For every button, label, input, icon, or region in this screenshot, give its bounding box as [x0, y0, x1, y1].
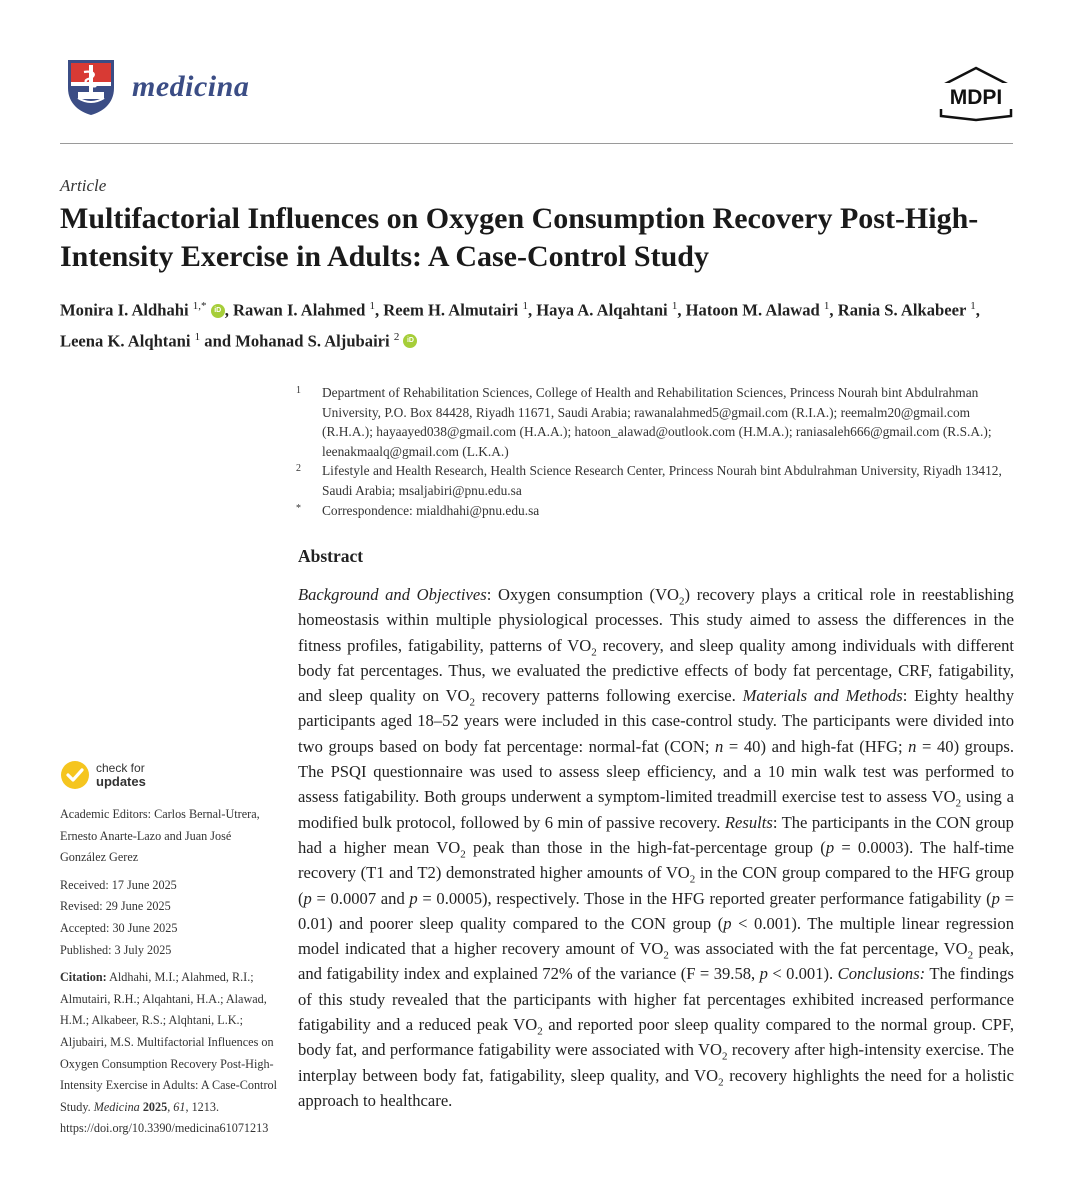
author-name[interactable]: Mohanad S. Aljubairi [235, 331, 390, 351]
author-name[interactable]: Leena K. Alqhtani [60, 331, 191, 351]
mdpi-logo-icon[interactable] [937, 66, 1015, 122]
abstract-italic-segment: p [723, 913, 732, 933]
abstract-subscript: 2 [591, 645, 597, 658]
abstract-subscript: 2 [722, 1050, 728, 1063]
abstract-italic-segment: p [825, 837, 835, 857]
check-updates-icon [60, 760, 90, 790]
abstract-segment: peak, and fatigability index and explained 72% of the variance (F = 39.58, [298, 939, 1014, 984]
sidebar [60, 760, 280, 1140]
abstract-italic-segment: p [759, 964, 768, 984]
abstract-subscript: 2 [967, 949, 974, 962]
author-list [60, 293, 1020, 354]
abstract-subscript: 2 [469, 696, 476, 709]
abstract-segment: < 0.001). The multiple linear regression model indicated that a higher recovery amount of VO [298, 913, 1014, 959]
abstract-text [298, 582, 1014, 1113]
author-separator: and [200, 331, 236, 351]
citation-journal: Medicina [93, 1099, 140, 1114]
citation-text: Aldhahi, M.I.; Alahmed, R.I.; Almutairi, R.H.; Alqahtani, H.A.; Alawad, H.M.; Alkabeer, R.S.; Alqhtani, L.K.; Aljubairi, M.S. Multifactorial Influences on Oxygen Consumption Recovery Post-High-Intensity Exercise in Adults: A Case-Control Study. [60, 970, 277, 1114]
author-name[interactable]: Monira I. Aldhahi [60, 300, 189, 320]
article-type: Article [60, 176, 107, 195]
affiliation-item [296, 383, 1020, 461]
abstract-segment: The findings of this study revealed that the participants with higher fat percentages exhibited increased performance fatigability and a reduced peak VO [298, 964, 1014, 1035]
abstract-segment: = 0.0007 and [311, 888, 410, 908]
author-affiliation-mark: 1,* [192, 300, 207, 312]
header-divider [60, 143, 1013, 144]
author-separator: , [829, 300, 838, 320]
abstract-segment: recovery, and sleep quality among individuals with different body fat percentages. Thus, we evaluated the predictive effects of body fat percentage, CRF, fatigability, and sleep quality on VO [298, 635, 1014, 706]
abstract-subscript: 2 [663, 949, 669, 962]
abstract-subscript: 2 [460, 848, 466, 861]
orcid-icon[interactable]: iD [403, 334, 417, 348]
author-affiliation-mark: 1 [194, 330, 201, 343]
author-name[interactable]: Rawan I. Alahmed [233, 300, 366, 320]
abstract-segment: and reported poor sleep quality compared to the normal group. CPF, body fat, and performance fatigability were associated with VO [298, 1015, 1014, 1060]
author-separator: , [527, 300, 537, 320]
affiliations [296, 383, 1020, 520]
orcid-icon[interactable]: iD [211, 304, 225, 318]
abstract-segment: was associated with the fat percentage, VO [668, 939, 968, 959]
affiliation-text: Department of Rehabilitation Sciences, College of Health and Rehabilitation Sciences, Princess Nourah bint Abdulrahman University, P.O. Box 84428, Riyadh 11671, Saudi Arabia; rawanalahmed5@gmail.com (R.I.A.); reemalm20@gmail.com (R.H.A.); hayaayed038@gmail.com (H.A.A.); hatoon_alawad@outlook.com (H.M.A.); raniasaleh666@gmail.com (R.S.A.); leenakmaalq@gmail.com (L.K.A.) [322, 385, 992, 459]
publication-date: Revised: 29 June 2025 [60, 899, 171, 914]
affiliation-text: Lifestyle and Health Research, Health Science Research Center, Princess Nourah bint Abdulrahman University, Riyadh 13412, Saudi Arabia; msaljabiri@pnu.edu.sa [322, 463, 1002, 498]
citation-doi-link[interactable]: 1213. https://doi.org/10.3390/medicina61071213 [60, 1099, 269, 1136]
abstract-segment: using a modified bulk protocol, followed by 6 min of passive recovery. [298, 787, 1014, 832]
abstract-italic-segment: p [409, 888, 418, 908]
author-separator: , [374, 300, 384, 320]
affiliation-mark: * [296, 502, 301, 514]
author-affiliation-mark: 1 [671, 300, 678, 312]
author-affiliation-mark: 1 [823, 300, 830, 312]
abstract-segment: : The participants in the CON group had a higher mean VO [298, 812, 1014, 857]
article-title: Multifactorial Influences on Oxygen Consumption Recovery Post-High-Intensity Exercise in Adults: A Case-Control Study [60, 202, 979, 273]
abstract-segment: ) recovery plays a critical role in reestablishing homeostasis within multiple physiological processes. This study aimed to assess the differences in the fitness profiles, fatigability, patterns of VO [298, 585, 1014, 655]
abstract-segment: : Oxygen consumption (VO [486, 585, 680, 604]
abstract-segment: recovery after high-intensity exercise. The interplay between body fat, fatigability, sleep quality, and VO [298, 1040, 1014, 1085]
abstract-subscript: 2 [718, 1075, 724, 1088]
abstract-segment: : Eighty healthy participants aged 18–52 years were included in this case-control study. The participants were divided into two groups based on body fat percentage: normal-fat (CON; [298, 686, 1014, 756]
citation-label: Citation: [60, 970, 107, 985]
publication-date: Published: 3 July 2025 [60, 942, 172, 957]
abstract-italic-segment: Background and Objectives [298, 585, 487, 604]
publication-date: Received: 17 June 2025 [60, 877, 177, 892]
author-name[interactable]: Hatoon M. Alawad [685, 300, 820, 320]
check-updates-line2: updates [96, 774, 146, 789]
abstract-subscript: 2 [689, 873, 696, 886]
publication-dates [60, 875, 280, 961]
author-affiliation-mark: 1 [970, 300, 976, 312]
author-separator: , [677, 300, 686, 320]
abstract-subscript: 2 [537, 1025, 543, 1038]
check-updates-text [96, 762, 146, 788]
academic-editors: Academic Editors: Carlos Bernal-Utrera, Ernesto Anarte-Lazo and Juan José González Gerez [60, 807, 260, 865]
author-separator: , [224, 300, 233, 320]
check-for-updates-button[interactable] [60, 760, 280, 804]
author-name[interactable]: Haya A. Alqahtani [536, 300, 668, 320]
abstract-italic-segment: n [908, 736, 917, 756]
citation: Citation: Aldhahi, M.I.; Alahmed, R.I.; Almutairi, R.H.; Alqahtani, H.A.; Alawad, H.M.; Alkabeer, R.S.; Alqhtani, L.K.; Aljubairi, M.S. Multifactorial Influences on Oxygen Consumption Recovery Post-High-Intensity Exercise in Adults: A Case-Control Study. Medicina 2025, 61, 1213. https://doi.org/10.3390/medicina61071213 [60, 970, 277, 1136]
author-affiliation-mark: 1 [522, 300, 528, 312]
abstract-heading: Abstract [298, 546, 364, 566]
abstract-segment: = 0.0003). The half-time recovery (T1 and T2) demonstrated higher amounts of VO [298, 837, 1014, 883]
author-name[interactable]: Reem H. Almutairi [383, 300, 519, 320]
check-updates-line1: check for [96, 761, 145, 775]
affiliation-mark: 2 [296, 463, 301, 475]
abstract-segment: peak than those in the high-fat-percentage group ( [465, 837, 826, 857]
abstract-segment: recovery highlights the need for a holistic approach to healthcare. [298, 1065, 1014, 1110]
abstract-italic-segment: p [303, 888, 312, 908]
citation-volume: 61 [173, 1099, 186, 1114]
abstract-segment: = 40) and high-fat (HFG; [723, 736, 909, 756]
abstract-italic-segment: Conclusions: [837, 964, 926, 984]
affiliation-item [296, 461, 1020, 500]
abstract-subscript: 2 [679, 595, 685, 608]
abstract-segment: < 0.001). [767, 964, 838, 984]
author-name[interactable]: Rania S. Alkabeer [837, 300, 967, 320]
abstract-segment: = 40) groups. The PSQI questionnaire was used to assess sleep efficiency, and a 10 min walk test was performed to assess fatigability. Both groups underwent a symptom-limited treadmill exercise test to assess VO [298, 736, 1015, 807]
author-affiliation-mark: 2 [393, 330, 400, 343]
affiliation-mark: 1 [296, 385, 301, 396]
affiliation-text: Correspondence: mialdhahi@pnu.edu.sa [322, 502, 540, 518]
mdpi-logo-text: MDPI [949, 86, 1003, 109]
abstract-segment: = 0.0005), respectively. Those in the HFG reported greater performance fatigability ( [417, 888, 992, 908]
author-separator: , [975, 300, 980, 320]
author-affiliation-mark: 1 [369, 300, 375, 312]
medicina-logo-icon [66, 58, 116, 116]
abstract-italic-segment: Materials and Methods [742, 686, 903, 706]
abstract-segment: in the CON group compared to the HFG group ( [298, 863, 1014, 908]
journal-name[interactable]: medicina [132, 70, 250, 103]
abstract-segment: = 0.01) and poorer sleep quality compared to the CON group ( [298, 888, 1014, 933]
abstract-italic-segment: n [715, 736, 724, 756]
publication-date: Accepted: 30 June 2025 [60, 920, 178, 935]
affiliation-item [296, 501, 1020, 521]
abstract-segment: recovery patterns following exercise. [475, 686, 743, 706]
abstract-subscript: 2 [955, 797, 962, 810]
abstract-italic-segment: p [991, 888, 1000, 908]
journal-header [60, 58, 1015, 118]
citation-year: 2025 [142, 1099, 168, 1114]
abstract-italic-segment: Results [724, 812, 773, 832]
